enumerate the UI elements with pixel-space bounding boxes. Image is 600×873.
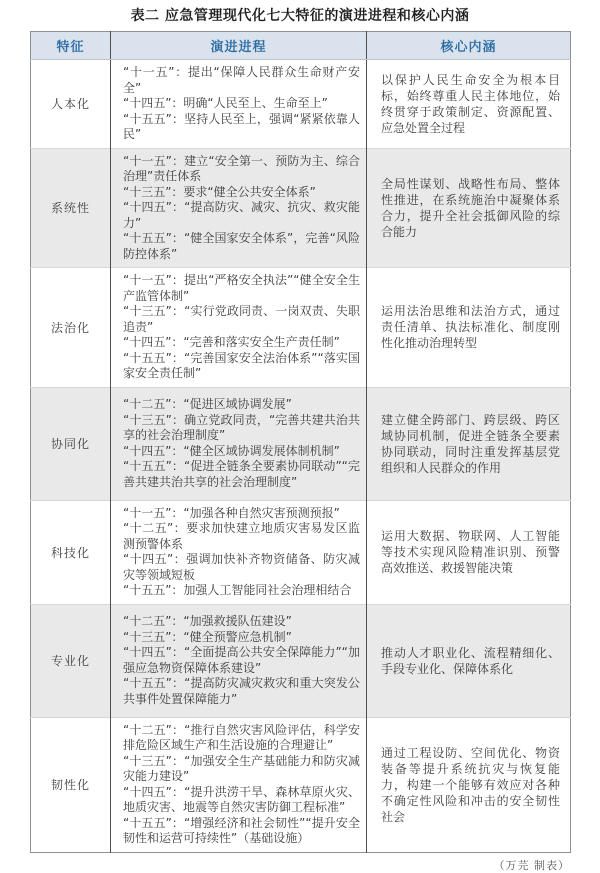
core-text: 全局性谋划、战略性布局、整体性推进，在系统施治中凝聚体系合力，提升全社会抵御风险的综合能力 — [381, 176, 560, 239]
column-header-feature: 特征 — [31, 32, 111, 60]
table-row — [31, 60, 571, 149]
process-line: “十一五”：提出“严格安全执法”“健全安全生产监管体制” — [123, 273, 360, 303]
core-cell — [367, 268, 571, 388]
process-line: “十四五”：“健全区域协调发展体制机制” — [123, 443, 340, 458]
process-line: “十一五”：“加强各种自然灾害预测预报” — [123, 505, 340, 520]
core-text: 运用大数据、物联网、人工智能等技术实现风险精准识别、预警高效推送、救援智能决策 — [381, 529, 560, 575]
process-line: “十三五”：“实行党政同责、一岗双责、失职追责” — [123, 304, 360, 334]
feature-cell — [31, 604, 111, 717]
process-line: “十二五”：要求加快建立地质灾害易发区监测预警体系 — [123, 521, 360, 551]
process-line: “十三五”：“健全预警应急机制” — [123, 629, 292, 644]
process-line: “十五五”：“促进全链条全要素协同联动”“完善共建共治共享的社会治理制度” — [123, 459, 360, 489]
column-header-core: 核心内涵 — [367, 32, 571, 60]
table-row — [31, 717, 571, 852]
feature-label: 韧性化 — [50, 778, 90, 792]
table-row — [31, 604, 571, 717]
feature-cell — [31, 717, 111, 852]
process-line: “十五五”：坚持人民至上，强调“紧紧依靠人民” — [123, 111, 360, 141]
process-cell — [111, 717, 367, 852]
feature-label: 协同化 — [50, 437, 90, 451]
feature-label: 法治化 — [50, 320, 90, 335]
table-body — [31, 60, 571, 853]
process-line: “十二五”：“推行自然灾害风险评估，科学安排危险区域生产和生活设施的合理避让” — [123, 722, 360, 752]
process-cell — [111, 268, 367, 388]
process-cell — [111, 60, 367, 149]
core-cell — [367, 387, 571, 500]
process-line: “十一五”：建立“安全第一、预防为主、综合治理”责任体系 — [123, 153, 360, 183]
process-line: “十一五”：提出“保障人民群众生命财产安全” — [123, 65, 360, 95]
table-row — [31, 268, 571, 388]
process-line: “十四五”：“完善和落实安全生产责任制” — [123, 335, 340, 349]
feature-cell — [31, 500, 111, 604]
process-line: “十二五”：“促进区域协调发展” — [123, 397, 292, 411]
core-text: 运用法治思维和法治方式，通过责任清单、执法标准化、制度刚性化推动治理转型 — [381, 304, 560, 351]
core-cell — [367, 604, 571, 717]
core-cell — [367, 60, 571, 149]
process-line: “十四五”：“提升洪涝干旱、森林草原火灾、地质灾害、地震等自然灾害防御工程标准” — [123, 784, 360, 814]
core-text: 建立健全跨部门、跨层级、跨区域协同机制，促进全链条全要素协同联动，同时注重发挥基层党组织和人民群众的作用 — [381, 412, 560, 475]
core-cell — [367, 717, 571, 852]
table-credit: （万芫 制表） — [493, 858, 570, 872]
process-line: “十五五”：“提高防灾减灾救灾和重大突发公共事件处置保障能力” — [123, 676, 360, 706]
feature-label: 人本化 — [50, 97, 90, 112]
table-row — [31, 148, 571, 268]
feature-cell — [31, 148, 111, 268]
process-line: “十四五”：“全面提高公共安全保障能力”“加强应急物资保障体系建设” — [123, 645, 360, 675]
table-header-row — [31, 32, 571, 60]
column-header-process: 演进进程 — [111, 32, 367, 60]
process-line: “十五五”：“健全国家安全体系”，完善“风险防控体系” — [123, 231, 360, 261]
process-cell — [111, 604, 367, 717]
process-cell — [111, 500, 367, 604]
feature-label: 科技化 — [50, 545, 90, 560]
feature-cell — [31, 60, 111, 149]
features-table — [30, 31, 571, 853]
process-line: “十四五”：“提高防灾、减灾、抗灾、救灾能力” — [123, 200, 360, 230]
feature-label: 专业化 — [50, 654, 90, 668]
process-line: “十五五”：加强人工智能同社会治理相结合 — [123, 583, 352, 597]
process-line: “十三五”：“加强安全生产基础能力和防灾减灾能力建设” — [123, 753, 360, 783]
process-cell — [111, 148, 367, 268]
process-line: “十三五”：要求“健全公共安全体系” — [123, 184, 316, 199]
feature-cell — [31, 268, 111, 388]
process-cell — [111, 387, 367, 500]
table-title: 表二 应急管理现代化七大特征的演进进程和核心内涵 — [130, 8, 470, 24]
process-line: “十四五”：强调加快补齐物资储备、防灾减灾等领域短板 — [123, 552, 360, 582]
core-cell — [367, 148, 571, 268]
process-line: “十五五”：“完善国家安全法治体系”“落实国家安全责任制” — [123, 350, 360, 380]
core-text: 通过工程设防、空间优化、物资装备等提升系统抗灾与恢复能力，构建一个能够有效应对各种不确定性风险和冲击的安全韧性社会 — [381, 745, 560, 824]
core-text: 推动人才职业化、流程精细化、手段专业化、保障体系化 — [381, 645, 560, 676]
process-line: “十五五”：“增强经济和社会韧性”“提升安全韧性和运营可持续性”（基础设施） — [123, 815, 360, 845]
table-row — [31, 387, 571, 500]
core-cell — [367, 500, 571, 604]
process-line: “十二五”：“加强救援队伍建设” — [123, 614, 292, 628]
core-text: 以保护人民生命安全为根本目标，始终尊重人民主体地位，始终贯穿于政策制定、资源配置、应急处置全过程 — [381, 72, 560, 135]
process-line: “十三五”：确立党政同责，“完善共建共治共享的社会治理制度” — [123, 412, 360, 442]
feature-label: 系统性 — [50, 201, 90, 216]
process-line: “十四五”：明确“人民至上、生命至上” — [123, 96, 328, 110]
feature-cell — [31, 387, 111, 500]
table-row — [31, 500, 571, 604]
